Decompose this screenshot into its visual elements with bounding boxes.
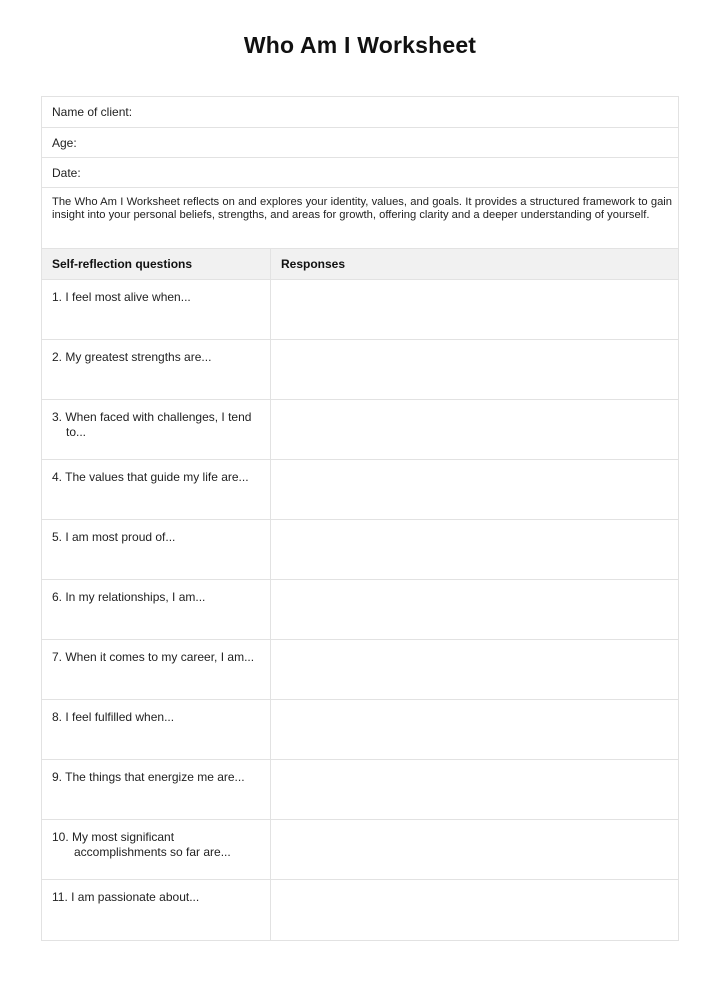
- question-text: 3. When faced with challenges, I tend to...: [52, 410, 252, 439]
- table-row: [42, 760, 678, 820]
- question-text: 4. The values that guide my life are...: [52, 470, 249, 484]
- worksheet-description: The Who Am I Worksheet reflects on and explores your identity, values, and goals. It provides a structured framework to gain insight into your personal beliefs, strengths, and areas for growth, offering clarity and a deeper understanding of yourself.: [42, 188, 678, 249]
- response-field[interactable]: [271, 640, 679, 700]
- client-name-field[interactable]: [42, 97, 678, 128]
- response-field[interactable]: [271, 700, 679, 760]
- response-field[interactable]: [271, 820, 679, 880]
- question-text: 10. My most significant accomplishments so far are...: [52, 830, 231, 859]
- date-label: Date:: [52, 165, 81, 180]
- table-row: [42, 460, 678, 520]
- table-header-row: [42, 249, 678, 280]
- question-text: 11. I am passionate about...: [52, 890, 200, 904]
- question-text: 6. In my relationships, I am...: [52, 590, 206, 604]
- age-label: Age:: [52, 135, 77, 150]
- questions-table: [42, 249, 678, 940]
- question-text: 7. When it comes to my career, I am...: [52, 650, 255, 664]
- client-name-label: Name of client:: [52, 105, 133, 119]
- table-row: [42, 820, 678, 880]
- table-row: [42, 280, 678, 340]
- table-row: [42, 880, 678, 940]
- responses-column-header: Responses: [271, 249, 679, 280]
- question-text: 5. I am most proud of...: [52, 530, 176, 544]
- response-field[interactable]: [271, 580, 679, 640]
- table-row: [42, 520, 678, 580]
- response-field[interactable]: [271, 880, 679, 940]
- question-text: 8. I feel fulfilled when...: [52, 710, 175, 724]
- response-field[interactable]: [271, 520, 679, 580]
- table-row: [42, 580, 678, 640]
- table-row: [42, 400, 678, 460]
- age-field[interactable]: [42, 128, 678, 158]
- table-row: [42, 640, 678, 700]
- date-field[interactable]: [42, 158, 678, 188]
- question-text: 1. I feel most alive when...: [52, 290, 191, 304]
- page-title: Who Am I Worksheet: [243, 32, 477, 58]
- questions-column-header: Self-reflection questions: [42, 249, 271, 280]
- response-field[interactable]: [271, 760, 679, 820]
- question-text: 2. My greatest strengths are...: [52, 350, 212, 364]
- response-field[interactable]: [271, 400, 679, 460]
- table-row: [42, 700, 678, 760]
- worksheet-form: [41, 96, 679, 941]
- response-field[interactable]: [271, 460, 679, 520]
- response-field[interactable]: [271, 340, 679, 400]
- table-row: [42, 340, 678, 400]
- response-field[interactable]: [271, 280, 679, 340]
- question-text: 9. The things that energize me are...: [52, 770, 245, 784]
